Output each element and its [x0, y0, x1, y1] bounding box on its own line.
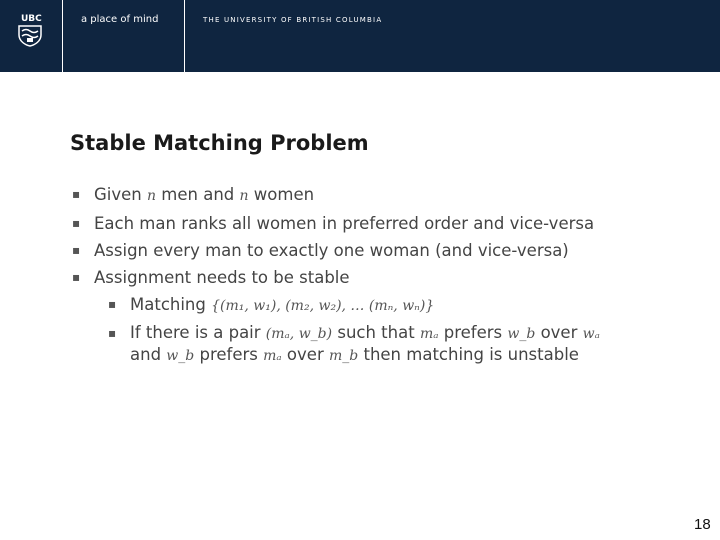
ubc-crest-icon: [18, 25, 42, 47]
sub-bullet-matching: ▪ Matching {(m₁, w₁), (m₂, w₂), … (mₙ, wₙ)}: [72, 291, 692, 320]
bullet-ranks: ▪ Each man ranks all women in preferred order and vice-versa: [72, 210, 692, 237]
bullet-assign: ▪ Assign every man to exactly one woman (and vice-versa): [72, 237, 692, 264]
university-name: THE UNIVERSITY OF BRITISH COLUMBIA: [203, 16, 383, 24]
header-bar: [0, 0, 720, 72]
bullet-marker: ▪: [108, 326, 117, 340]
bullet-marker: ▪: [108, 297, 117, 311]
ubc-logo-text: UBC: [21, 14, 42, 24]
bullet-marker: ▪: [72, 270, 81, 284]
bullet-list: [72, 181, 692, 366]
sub-bullet-unstable: ▪ If there is a pair (mₐ, w_b) such that mₐ prefers w_b over wₐ: [108, 323, 600, 342]
sub-bullet-unstable-cont: and w_b prefers mₐ over m_b then matching is unstable: [130, 345, 579, 364]
bullet-marker: ▪: [72, 216, 81, 230]
tagline-panel: [63, 0, 185, 72]
bullet-marker: ▪: [72, 243, 81, 257]
bullet-marker: ▪: [72, 187, 81, 201]
slide-title: Stable Matching Problem: [70, 131, 369, 155]
bullet-given: ▪ Given n men and n women: [72, 181, 692, 210]
page-number: 18: [694, 516, 711, 533]
bullet-stable: ▪ Assignment needs to be stable: [72, 264, 692, 291]
matching-formula: {(m₁, w₁), (m₂, w₂), … (mₙ, wₙ)}: [211, 298, 435, 314]
logo-panel: [0, 0, 63, 72]
tagline: a place of mind: [81, 14, 159, 25]
